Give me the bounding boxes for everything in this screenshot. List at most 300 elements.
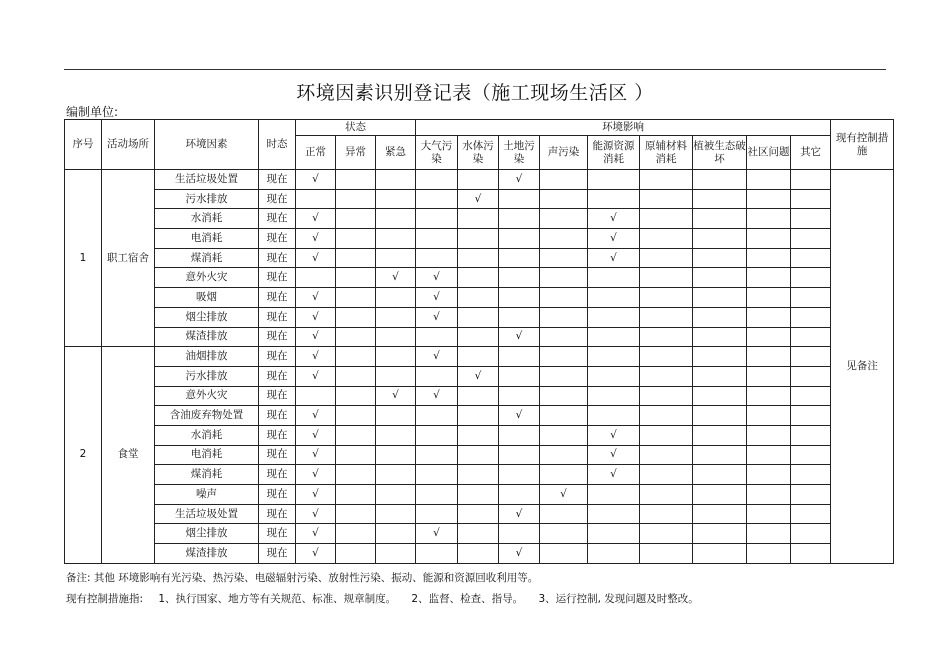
impact-check-cell (540, 327, 588, 347)
col-tense-header: 时态 (259, 120, 296, 170)
impact-check-cell (416, 504, 458, 524)
impact-check-cell (540, 170, 588, 190)
impact-check-cell (540, 248, 588, 268)
impact-check-cell (540, 268, 588, 288)
status-check-cell (376, 327, 416, 347)
impact-check-cell (499, 366, 540, 386)
table-row (65, 465, 894, 485)
seq-cell: 2 (65, 347, 102, 564)
impact-check-cell (416, 248, 458, 268)
impact-check-cell (747, 229, 791, 249)
impact-check-cell (640, 268, 693, 288)
factor-cell: 噪声 (155, 485, 259, 505)
factor-cell: 含油废弃物处置 (155, 406, 259, 426)
impact-check-cell (640, 485, 693, 505)
impact-check-cell (693, 288, 747, 308)
tense-cell: 现在 (259, 268, 296, 288)
impact-check-cell (693, 347, 747, 367)
table-row (65, 248, 894, 268)
impact-check-cell (416, 425, 458, 445)
impact-check-cell (693, 445, 747, 465)
status-check-cell: √ (376, 386, 416, 406)
tense-cell: 现在 (259, 229, 296, 249)
status-check-cell: √ (296, 366, 336, 386)
impact-col-header: 土地污染 (499, 136, 540, 170)
status-col-header: 正常 (296, 136, 336, 170)
impact-check-cell (640, 524, 693, 544)
impact-check-cell (540, 209, 588, 229)
impact-check-cell (640, 366, 693, 386)
impact-check-cell (693, 504, 747, 524)
factor-cell: 意外火灾 (155, 268, 259, 288)
impact-check-cell: √ (416, 307, 458, 327)
factor-cell: 煤渣排放 (155, 327, 259, 347)
factor-cell: 电消耗 (155, 229, 259, 249)
tense-cell: 现在 (259, 544, 296, 564)
header-row-1 (65, 120, 894, 136)
factor-cell: 煤消耗 (155, 465, 259, 485)
status-check-cell (336, 386, 376, 406)
page-title: 环境因素识别登记表（施工现场生活区 ） (296, 82, 654, 104)
factor-cell: 油烟排放 (155, 347, 259, 367)
impact-check-cell (499, 425, 540, 445)
status-check-cell: √ (296, 209, 336, 229)
register-table (64, 119, 894, 564)
impact-check-cell (458, 209, 499, 229)
impact-check-cell (693, 229, 747, 249)
tense-cell: 现在 (259, 465, 296, 485)
impact-check-cell (640, 386, 693, 406)
impact-check-cell (747, 386, 791, 406)
status-check-cell (376, 406, 416, 426)
tense-cell: 现在 (259, 504, 296, 524)
impact-check-cell (640, 425, 693, 445)
measure-item: 1、执行国家、地方等有关规范、标准、规章制度。 (158, 593, 397, 605)
impact-check-cell (499, 465, 540, 485)
impact-check-cell (747, 524, 791, 544)
impact-check-cell: √ (416, 524, 458, 544)
status-check-cell: √ (296, 288, 336, 308)
impact-check-cell (693, 406, 747, 426)
factor-cell: 煤消耗 (155, 248, 259, 268)
impact-col-header: 原辅材料消耗 (640, 136, 693, 170)
impact-check-cell (540, 347, 588, 367)
status-check-cell: √ (296, 425, 336, 445)
activity-cell: 食堂 (102, 347, 155, 564)
impact-check-cell (640, 465, 693, 485)
status-check-cell (336, 544, 376, 564)
table-body (65, 170, 894, 564)
status-check-cell (376, 347, 416, 367)
impact-check-cell (693, 307, 747, 327)
status-check-cell (376, 170, 416, 190)
table-row (65, 170, 894, 190)
impact-check-cell (747, 366, 791, 386)
tense-cell: 现在 (259, 288, 296, 308)
col-activity-header: 活动场所 (102, 120, 155, 170)
status-check-cell (376, 544, 416, 564)
impact-check-cell (588, 524, 640, 544)
impact-check-cell (693, 327, 747, 347)
status-check-cell (336, 327, 376, 347)
tense-cell: 现在 (259, 209, 296, 229)
impact-check-cell (499, 189, 540, 209)
impact-check-cell (747, 307, 791, 327)
impact-check-cell: √ (499, 406, 540, 426)
impact-check-cell (640, 170, 693, 190)
status-check-cell: √ (296, 307, 336, 327)
impact-check-cell (791, 524, 831, 544)
impact-check-cell (640, 307, 693, 327)
status-check-cell (376, 485, 416, 505)
impact-check-cell (458, 248, 499, 268)
impact-check-cell (791, 445, 831, 465)
impact-check-cell (499, 248, 540, 268)
remark-note: 备注: 其他 环境影响有光污染、热污染、电磁辐射污染、放射性污染、振动、能源和资源回收利用等。 (66, 572, 539, 584)
factor-cell: 污水排放 (155, 366, 259, 386)
table-row (65, 366, 894, 386)
table-row (65, 288, 894, 308)
impact-check-cell (791, 288, 831, 308)
impact-check-cell (747, 189, 791, 209)
control-cell: 见备注 (831, 170, 894, 564)
factor-cell: 煤渣排放 (155, 544, 259, 564)
impact-check-cell (791, 544, 831, 564)
impact-col-header: 声污染 (540, 136, 588, 170)
table-row (65, 268, 894, 288)
col-seq-header: 序号 (65, 120, 102, 170)
impact-check-cell (458, 347, 499, 367)
status-check-cell (336, 347, 376, 367)
status-check-cell (336, 504, 376, 524)
impact-check-cell (747, 445, 791, 465)
status-check-cell (376, 307, 416, 327)
tense-cell: 现在 (259, 425, 296, 445)
status-check-cell (376, 189, 416, 209)
status-check-cell (376, 524, 416, 544)
impact-check-cell (791, 406, 831, 426)
impact-check-cell (458, 465, 499, 485)
status-check-cell: √ (296, 327, 336, 347)
table-row (65, 445, 894, 465)
status-col-header: 异常 (336, 136, 376, 170)
table-row (65, 386, 894, 406)
status-check-cell (336, 425, 376, 445)
impact-check-cell (693, 170, 747, 190)
status-check-cell (336, 524, 376, 544)
status-check-cell (336, 209, 376, 229)
tense-cell: 现在 (259, 248, 296, 268)
impact-check-cell (791, 170, 831, 190)
impact-check-cell: √ (499, 544, 540, 564)
factor-cell: 生活垃圾处置 (155, 504, 259, 524)
measure-item: 3、运行控制, 发现问题及时整改。 (538, 593, 699, 605)
impact-check-cell (747, 170, 791, 190)
impact-check-cell (458, 524, 499, 544)
impact-check-cell (458, 485, 499, 505)
tense-cell: 现在 (259, 327, 296, 347)
table-row (65, 485, 894, 505)
status-check-cell: √ (376, 268, 416, 288)
seq-cell: 1 (65, 170, 102, 347)
impact-check-cell (693, 465, 747, 485)
tense-cell: 现在 (259, 445, 296, 465)
impact-check-cell (416, 406, 458, 426)
impact-check-cell: √ (588, 229, 640, 249)
impact-check-cell (791, 386, 831, 406)
activity-cell: 职工宿舍 (102, 170, 155, 347)
status-check-cell: √ (296, 248, 336, 268)
status-check-cell (336, 170, 376, 190)
impact-check-cell: √ (499, 327, 540, 347)
status-check-cell: √ (296, 347, 336, 367)
impact-check-cell (588, 189, 640, 209)
impact-check-cell (458, 170, 499, 190)
impact-check-cell (540, 229, 588, 249)
status-check-cell: √ (296, 445, 336, 465)
impact-check-cell (791, 229, 831, 249)
factor-cell: 烟尘排放 (155, 524, 259, 544)
impact-check-cell (540, 524, 588, 544)
impact-check-cell: √ (416, 268, 458, 288)
impact-check-cell (416, 366, 458, 386)
status-check-cell (376, 209, 416, 229)
status-check-cell (336, 189, 376, 209)
impact-check-cell (588, 485, 640, 505)
tense-cell: 现在 (259, 347, 296, 367)
impact-check-cell (791, 307, 831, 327)
status-check-cell (336, 248, 376, 268)
impact-col-header: 水体污染 (458, 136, 499, 170)
status-check-cell: √ (296, 504, 336, 524)
impact-check-cell (540, 406, 588, 426)
measure-item: 2、监督、检查、指导。 (411, 593, 524, 605)
impact-check-cell: √ (458, 189, 499, 209)
factor-cell: 意外火灾 (155, 386, 259, 406)
impact-check-cell (640, 189, 693, 209)
impact-check-cell (747, 544, 791, 564)
impact-check-cell: √ (588, 209, 640, 229)
impact-check-cell (499, 485, 540, 505)
impact-check-cell (693, 485, 747, 505)
table-row (65, 425, 894, 445)
tense-cell: 现在 (259, 386, 296, 406)
impact-check-cell (499, 209, 540, 229)
impact-check-cell (499, 288, 540, 308)
status-check-cell (336, 366, 376, 386)
compiling-unit-label: 编制单位: (66, 105, 119, 119)
impact-check-cell (458, 425, 499, 445)
impact-check-cell (540, 386, 588, 406)
impact-check-cell: √ (416, 288, 458, 308)
impact-check-cell (640, 445, 693, 465)
impact-check-cell (747, 406, 791, 426)
impact-check-cell (640, 229, 693, 249)
factor-cell: 水消耗 (155, 425, 259, 445)
impact-check-cell (458, 327, 499, 347)
impact-check-cell (416, 209, 458, 229)
impact-check-cell: √ (499, 170, 540, 190)
impact-check-cell (747, 209, 791, 229)
impact-check-cell (588, 170, 640, 190)
impact-check-cell (540, 288, 588, 308)
impact-check-cell (458, 386, 499, 406)
table-row (65, 347, 894, 367)
status-check-cell (296, 189, 336, 209)
status-check-cell (336, 307, 376, 327)
impact-check-cell (499, 524, 540, 544)
status-check-cell (376, 366, 416, 386)
impact-check-cell (499, 445, 540, 465)
impact-check-cell (458, 288, 499, 308)
impact-check-cell (693, 248, 747, 268)
col-factor-header: 环境因素 (155, 120, 259, 170)
status-check-cell (336, 406, 376, 426)
impact-check-cell (416, 544, 458, 564)
status-check-cell (376, 445, 416, 465)
status-check-cell: √ (296, 229, 336, 249)
impact-check-cell (747, 465, 791, 485)
status-check-cell (376, 288, 416, 308)
header-rule (64, 69, 886, 70)
impact-check-cell (588, 268, 640, 288)
impact-check-cell (588, 288, 640, 308)
impact-col-header: 其它 (791, 136, 831, 170)
impact-check-cell (791, 465, 831, 485)
impact-check-cell (640, 288, 693, 308)
impact-check-cell (540, 544, 588, 564)
impact-check-cell (791, 425, 831, 445)
impact-check-cell (791, 268, 831, 288)
impact-check-cell (693, 425, 747, 445)
impact-check-cell (747, 248, 791, 268)
impact-check-cell (640, 406, 693, 426)
impact-check-cell: √ (416, 347, 458, 367)
impact-check-cell (540, 425, 588, 445)
impact-check-cell (747, 327, 791, 347)
status-check-cell (376, 425, 416, 445)
impact-check-cell (791, 209, 831, 229)
status-check-cell: √ (296, 406, 336, 426)
impact-col-header: 能源资源消耗 (588, 136, 640, 170)
impact-check-cell (791, 327, 831, 347)
impact-check-cell (499, 386, 540, 406)
table-row (65, 504, 894, 524)
impact-check-cell (588, 386, 640, 406)
table-row (65, 544, 894, 564)
impact-check-cell (791, 189, 831, 209)
impact-check-cell (458, 544, 499, 564)
impact-check-cell: √ (416, 386, 458, 406)
impact-check-cell (693, 544, 747, 564)
status-check-cell: √ (296, 544, 336, 564)
impact-check-cell (540, 307, 588, 327)
status-col-header: 紧急 (376, 136, 416, 170)
impact-check-cell (791, 504, 831, 524)
status-check-cell: √ (296, 524, 336, 544)
impact-check-cell (693, 209, 747, 229)
status-check-cell: √ (296, 465, 336, 485)
impact-col-header: 社区问题 (747, 136, 791, 170)
impact-check-cell (588, 307, 640, 327)
tense-cell: 现在 (259, 189, 296, 209)
impact-check-cell (640, 209, 693, 229)
impact-check-cell (791, 347, 831, 367)
impact-check-cell (458, 307, 499, 327)
tense-cell: 现在 (259, 307, 296, 327)
impact-check-cell (588, 366, 640, 386)
impact-check-cell: √ (499, 504, 540, 524)
impact-check-cell: √ (458, 366, 499, 386)
table-row (65, 229, 894, 249)
tense-cell: 现在 (259, 485, 296, 505)
impact-check-cell (640, 504, 693, 524)
tense-cell: 现在 (259, 406, 296, 426)
impact-check-cell (458, 445, 499, 465)
impact-check-cell (540, 445, 588, 465)
table-row (65, 307, 894, 327)
impact-check-cell (588, 406, 640, 426)
factor-cell: 烟尘排放 (155, 307, 259, 327)
impact-check-cell (588, 544, 640, 564)
col-control-header: 现有控制措施 (831, 120, 894, 170)
table-row (65, 327, 894, 347)
status-group-header: 状态 (296, 120, 416, 136)
impact-check-cell (747, 268, 791, 288)
impact-check-cell: √ (588, 465, 640, 485)
status-check-cell (376, 229, 416, 249)
impact-check-cell: √ (588, 248, 640, 268)
impact-check-cell (747, 347, 791, 367)
status-check-cell (336, 485, 376, 505)
impact-check-cell (588, 347, 640, 367)
impact-check-cell (791, 248, 831, 268)
impact-check-cell (588, 327, 640, 347)
impact-check-cell (416, 327, 458, 347)
impact-check-cell (640, 544, 693, 564)
status-check-cell (336, 445, 376, 465)
impact-check-cell (416, 465, 458, 485)
impact-group-header: 环境影响 (416, 120, 831, 136)
impact-check-cell (458, 229, 499, 249)
control-measures-note (66, 591, 711, 606)
impact-check-cell (499, 268, 540, 288)
status-check-cell (376, 465, 416, 485)
impact-check-cell (540, 366, 588, 386)
impact-col-header: 植被生态破坏 (693, 136, 747, 170)
status-check-cell (336, 229, 376, 249)
impact-col-header: 大气污染 (416, 136, 458, 170)
impact-check-cell (416, 170, 458, 190)
impact-check-cell (416, 485, 458, 505)
impact-check-cell (747, 485, 791, 505)
tense-cell: 现在 (259, 366, 296, 386)
impact-check-cell (540, 504, 588, 524)
impact-check-cell (458, 268, 499, 288)
impact-check-cell (640, 327, 693, 347)
status-check-cell (376, 248, 416, 268)
impact-check-cell (693, 366, 747, 386)
status-check-cell (336, 465, 376, 485)
impact-check-cell (640, 248, 693, 268)
impact-check-cell (416, 445, 458, 465)
status-check-cell: √ (296, 485, 336, 505)
impact-check-cell (416, 229, 458, 249)
impact-check-cell: √ (588, 425, 640, 445)
impact-check-cell (458, 406, 499, 426)
impact-check-cell (747, 288, 791, 308)
impact-check-cell (540, 465, 588, 485)
